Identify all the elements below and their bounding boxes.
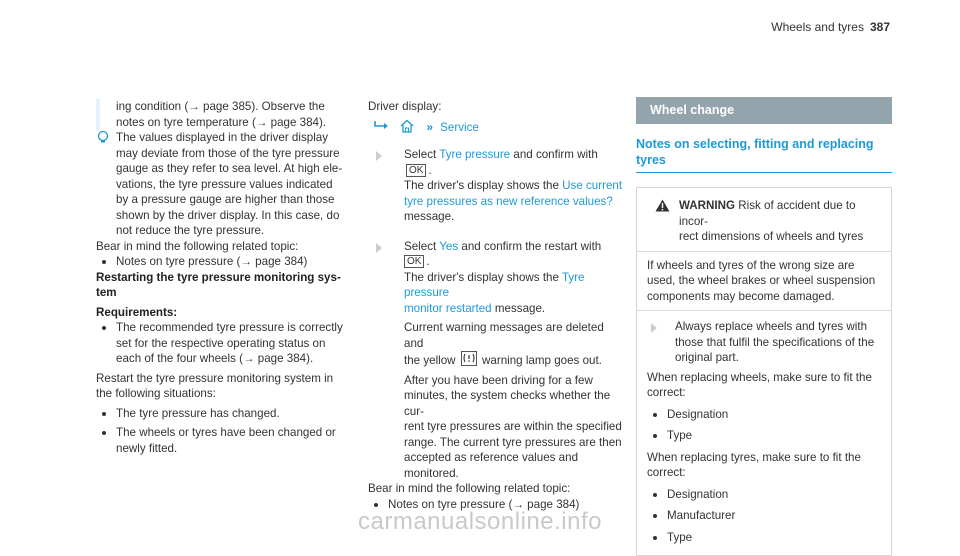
when-tyres-line: When replacing tyres, make sure to fit the [647, 450, 861, 464]
restart-heading [96, 270, 352, 301]
step-text: message. [494, 301, 546, 315]
column-1 [96, 99, 352, 456]
display-message: Use current [562, 179, 623, 192]
note [96, 130, 352, 239]
watermark: carmanualsonline.info [358, 507, 602, 535]
step-text: Select [404, 239, 437, 253]
step-1-line-1: Select Tyre pressure and confirm with OK . [404, 148, 598, 177]
wheels-item: Designation [647, 407, 881, 423]
note-line: vations, the tyre pressure values indicated [116, 177, 333, 191]
return-arrow-icon [374, 120, 390, 132]
step-text: message. [404, 210, 455, 223]
always-line: those that fulfil the specifications of the [675, 335, 875, 349]
note-line: shown by the driver display. In this case, do [116, 208, 340, 222]
step-1-line-2 [404, 178, 624, 194]
situations-list [96, 406, 352, 457]
tyres-item: Type [647, 530, 881, 546]
menu-path [368, 119, 624, 136]
column-3 [636, 99, 892, 556]
warning-text: rect dimensions of wheels and tyres [679, 230, 864, 243]
always-line: Always replace wheels and tyres with [675, 320, 868, 333]
always-line: original part. [675, 351, 739, 364]
warning-body-line: If wheels and tyres of the wrong size are [647, 258, 855, 272]
after-line: After you have been driving for a few [404, 373, 593, 387]
step-2 [368, 239, 624, 482]
warning-header [647, 198, 881, 245]
section-title-line: tyres [636, 153, 666, 167]
related-topics [96, 254, 352, 270]
tyre-pressure-warning-lamp-icon [461, 351, 477, 366]
ok-key-icon: OK [406, 164, 426, 177]
warning-body-line: used, the wheel brakes or wheel suspension [647, 274, 876, 287]
column-2 [368, 99, 624, 512]
section-title-line: Notes on selecting, fitting and replacing [636, 137, 874, 151]
when-wheels-line: correct: [647, 386, 686, 399]
current-text: the yellow [404, 354, 456, 367]
cont-line-2: notes on tyre temperature (→ page 384). [116, 115, 327, 129]
step-2-line-1 [404, 239, 624, 255]
requirements-list [96, 320, 352, 367]
display-message: monitor restarted [404, 301, 492, 315]
page-header [771, 20, 890, 36]
situation-item [96, 425, 352, 456]
current-line-2 [404, 351, 624, 369]
step-text: and confirm with [513, 148, 598, 161]
warning-divider [637, 310, 891, 311]
bear-in-mind: Bear in mind the following related topic: [368, 482, 571, 495]
continued-text [96, 99, 352, 130]
driver-display-label: Driver display: [368, 100, 442, 113]
warning-body-line: components may become damaged. [647, 289, 835, 303]
current-line: Current warning messages are deleted and [404, 321, 604, 350]
ok-key-icon: OK [404, 255, 424, 268]
situation-line: newly fitted. [116, 441, 178, 455]
option-yes: Yes [439, 239, 459, 253]
after-line: accepted as reference values and monitored. [404, 451, 579, 480]
step-text: and confirm the restart with [461, 239, 602, 253]
warning-label: WARNING [679, 199, 736, 212]
step-arrow-icon [376, 151, 382, 161]
step-arrow-icon [376, 243, 382, 253]
note-line: not reduce the tyre pressure. [116, 224, 265, 237]
chevron-right-icon: » [426, 120, 433, 134]
warning-triangle-icon [655, 199, 670, 212]
when-wheels-line: When replacing wheels, make sure to fit the [647, 370, 872, 384]
step-arrow-icon [651, 323, 657, 333]
current-text: warning lamp goes out. [482, 354, 602, 367]
after-line: rent tyre pressures are within the specified [404, 420, 622, 433]
warning-text: Risk of accident due to incor- [679, 199, 856, 228]
bear-in-mind: Bear in mind the following related topic: [96, 239, 299, 253]
requirements-label: Requirements: [96, 305, 178, 319]
note-line: may deviate from those of the tyre pressure [116, 146, 340, 160]
page-number: 387 [869, 20, 890, 34]
related-topic-link[interactable]: Notes on tyre pressure (→ page 384) [368, 497, 624, 513]
warning-line-1 [679, 198, 881, 229]
restart-heading-line: tem [96, 286, 117, 299]
situation-item: The tyre pressure has changed. [96, 406, 352, 422]
always-step [647, 319, 881, 366]
requirement-item [96, 320, 352, 367]
tyres-item: Designation [647, 487, 881, 503]
after-line: range. The current tyre pressures are then [404, 435, 622, 449]
after-line: minutes, the system checks whether the cur- [404, 389, 611, 418]
step-1 [368, 147, 624, 225]
section-title [636, 136, 892, 168]
section-rule [636, 172, 892, 173]
step-text: The driver's display shows the [404, 270, 559, 284]
info-bulb-icon [96, 130, 110, 144]
menu-path-service: Service [440, 120, 479, 134]
wheels-item: Type [647, 428, 881, 444]
display-message: Tyre pressure [404, 270, 585, 299]
requirement-line: set for the respective operating status on [116, 336, 326, 350]
warning-divider [637, 251, 891, 252]
restart-line: the following situations: [96, 387, 216, 400]
note-line: The values displayed in the driver display [116, 131, 329, 144]
restart-line: Restart the tyre pressure monitoring system in [96, 371, 334, 385]
step-2-line-4 [404, 301, 624, 317]
restart-heading-line: Restarting the tyre pressure monitoring sys- [96, 270, 341, 284]
step-2-line-3 [404, 270, 624, 301]
step-text: Select [404, 148, 437, 161]
home-icon [399, 119, 415, 133]
tyres-item: Manufacturer [647, 508, 881, 524]
note-line: by a pressure gauge are higher than those [116, 193, 335, 206]
cont-line-1: ing condition (→ page 385). Observe the [116, 100, 325, 113]
header-title: Wheels and tyres [771, 20, 864, 34]
menu-tyre-pressure: Tyre pressure [439, 148, 511, 161]
requirement-line: The recommended tyre pressure is correctly [116, 321, 343, 334]
related-topic-link[interactable]: Notes on tyre pressure (→ page 384) [96, 254, 352, 270]
note-line: gauge as they refer to sea level. At high ele- [116, 162, 343, 175]
wheels-list [647, 407, 881, 444]
display-message: tyre pressures as new reference values? [404, 194, 613, 208]
requirement-line: each of the four wheels (→ page 384). [116, 352, 314, 365]
step-text: The driver's display shows the [404, 179, 559, 192]
warning-box [636, 187, 892, 556]
section-bar: Wheel change [636, 97, 892, 124]
when-tyres-line: correct: [647, 466, 686, 479]
situation-line: The wheels or tyres have been changed or [116, 426, 336, 439]
step-2-line-2: OK . [404, 254, 624, 270]
